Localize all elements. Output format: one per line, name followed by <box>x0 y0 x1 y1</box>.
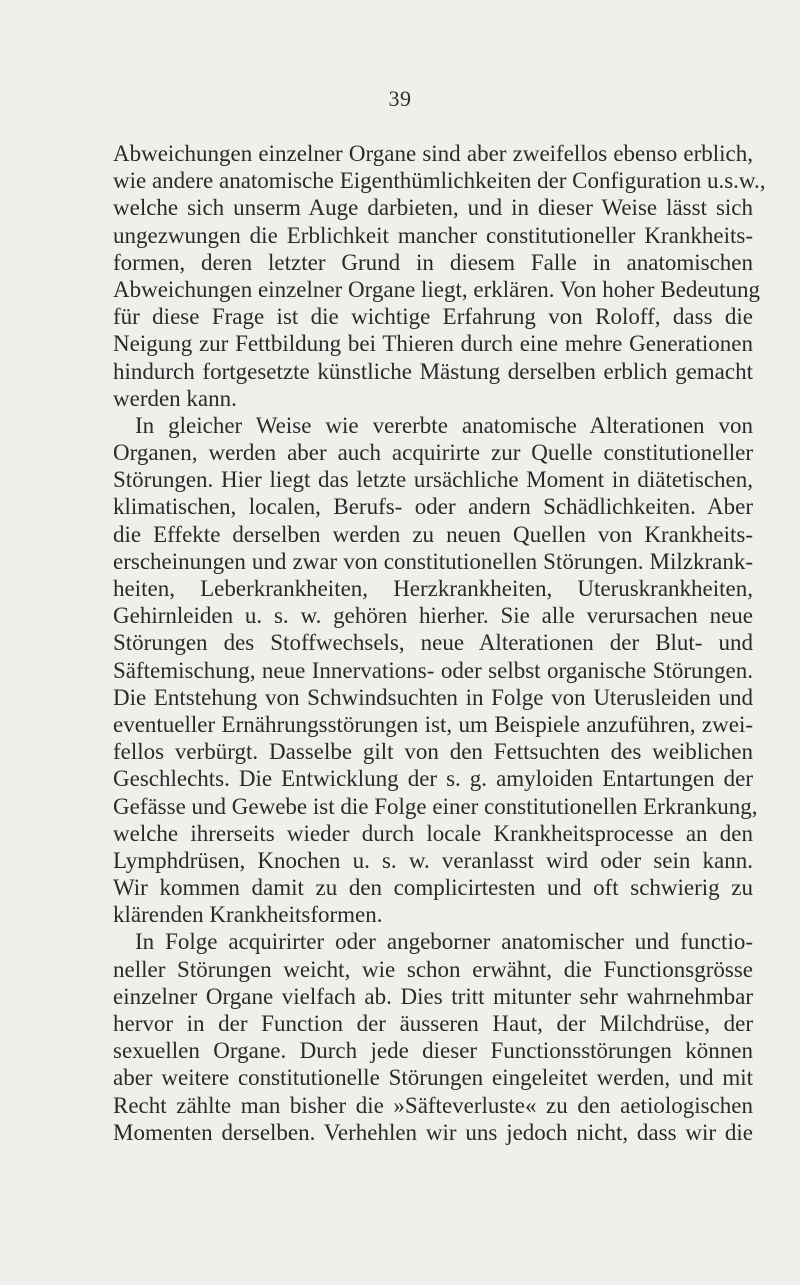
text-line: neller Störungen weicht, wie schon erwähnt, die Functionsgrösse <box>113 956 753 982</box>
text-line: Störungen. Hier liegt das letzte ursächliche Moment in diätetischen, <box>113 467 753 493</box>
page-number: 39 <box>388 86 412 111</box>
text-line: Wir kommen damit zu den complicirtesten und oft schwierig zu <box>113 875 753 901</box>
text-line: welche sich unserm Auge darbieten, und in dieser Weise lässt sich <box>113 195 753 221</box>
text-line: Die Entstehung von Schwindsuchten in Folge von Uterusleiden und <box>113 684 753 710</box>
text-line: sexuellen Organe. Durch jede dieser Functionsstörungen können <box>113 1038 753 1064</box>
text-line: eventueller Ernährungsstörungen ist, um Beispiele anzuführen, zwei- <box>113 711 753 737</box>
text-line: Störungen des Stoffwechsels, neue Alterationen der Blut- und <box>113 630 753 656</box>
text-line: Abweichungen einzelner Organe liegt, erklären. Von hoher Bedeutung <box>113 276 760 302</box>
text-line: einzelner Organe vielfach ab. Dies tritt mitunter sehr wahrnehmbar <box>113 983 753 1009</box>
body-text <box>113 140 766 1146</box>
paragraph-start-line: In gleicher Weise wie vererbte anatomische Alterationen von <box>135 412 753 438</box>
text-line: Geschlechts. Die Entwicklung der s. g. amyloiden Entartungen der <box>113 766 753 792</box>
text-line: für diese Frage ist die wichtige Erfahrung von Roloff, dass die <box>113 304 753 330</box>
text-line: Säftemischung, neue Innervations- oder selbst organische Störungen. <box>113 657 753 683</box>
text-line: Gehirnleiden u. s. w. gehören hierher. Sie alle verursachen neue <box>113 603 753 629</box>
text-line: Gefässe und Gewebe ist die Folge einer constitutionellen Erkrankung, <box>113 793 758 819</box>
paragraph-end-line: klärenden Krankheitsformen. <box>113 902 383 928</box>
text-line: welche ihrerseits wieder durch locale Krankheitsprocesse an den <box>113 820 753 846</box>
text-line: klimatischen, localen, Berufs- oder andern Schädlichkeiten. Aber <box>113 494 753 520</box>
text-line: fellos verbürgt. Dasselbe gilt von den Fettsuchten des weiblichen <box>113 739 753 765</box>
text-line: ungezwungen die Erblichkeit mancher constitutioneller Krankheits- <box>113 222 753 248</box>
text-line: formen, deren letzter Grund in diesem Falle in anatomischen <box>113 249 753 275</box>
text-line: wie andere anatomische Eigenthümlichkeiten der Configuration u.s.w., <box>113 168 766 194</box>
text-line: hervor in der Function der äusseren Haut, der Milchdrüse, der <box>113 1011 753 1036</box>
text-line: heiten, Leberkrankheiten, Herzkrankheiten, Uteruskrankheiten, <box>113 576 753 601</box>
text-line: Recht zählte man bisher die »Säfteverluste« zu den aetiologischen <box>113 1092 753 1118</box>
text-line: erscheinungen und zwar von constitutionellen Störungen. Milzkrank- <box>113 548 753 574</box>
text-line: die Effekte derselben werden zu neuen Quellen von Krankheits- <box>113 521 753 547</box>
text-line: hindurch fortgesetzte künstliche Mästung derselben erblich gemacht <box>113 358 753 384</box>
text-line: Lymphdrüsen, Knochen u. s. w. veranlasst wird oder sein kann. <box>113 847 753 873</box>
text-line: Momenten derselben. Verhehlen wir uns jedoch nicht, dass wir die <box>113 1119 753 1145</box>
paragraph-start-line: In Folge acquirirter oder angeborner anatomischer und functio- <box>135 929 753 955</box>
text-line: aber weitere constitutionelle Störungen eingeleitet werden, und mit <box>113 1065 753 1091</box>
text-line: Neigung zur Fettbildung bei Thieren durch eine mehre Generationen <box>113 331 753 357</box>
paragraph-end-line: werden kann. <box>113 385 237 411</box>
text-line: Organen, werden aber auch acquirirte zur Quelle constitutioneller <box>113 440 753 466</box>
text-line: Abweichungen einzelner Organe sind aber zweifellos ebenso erblich, <box>113 141 753 166</box>
